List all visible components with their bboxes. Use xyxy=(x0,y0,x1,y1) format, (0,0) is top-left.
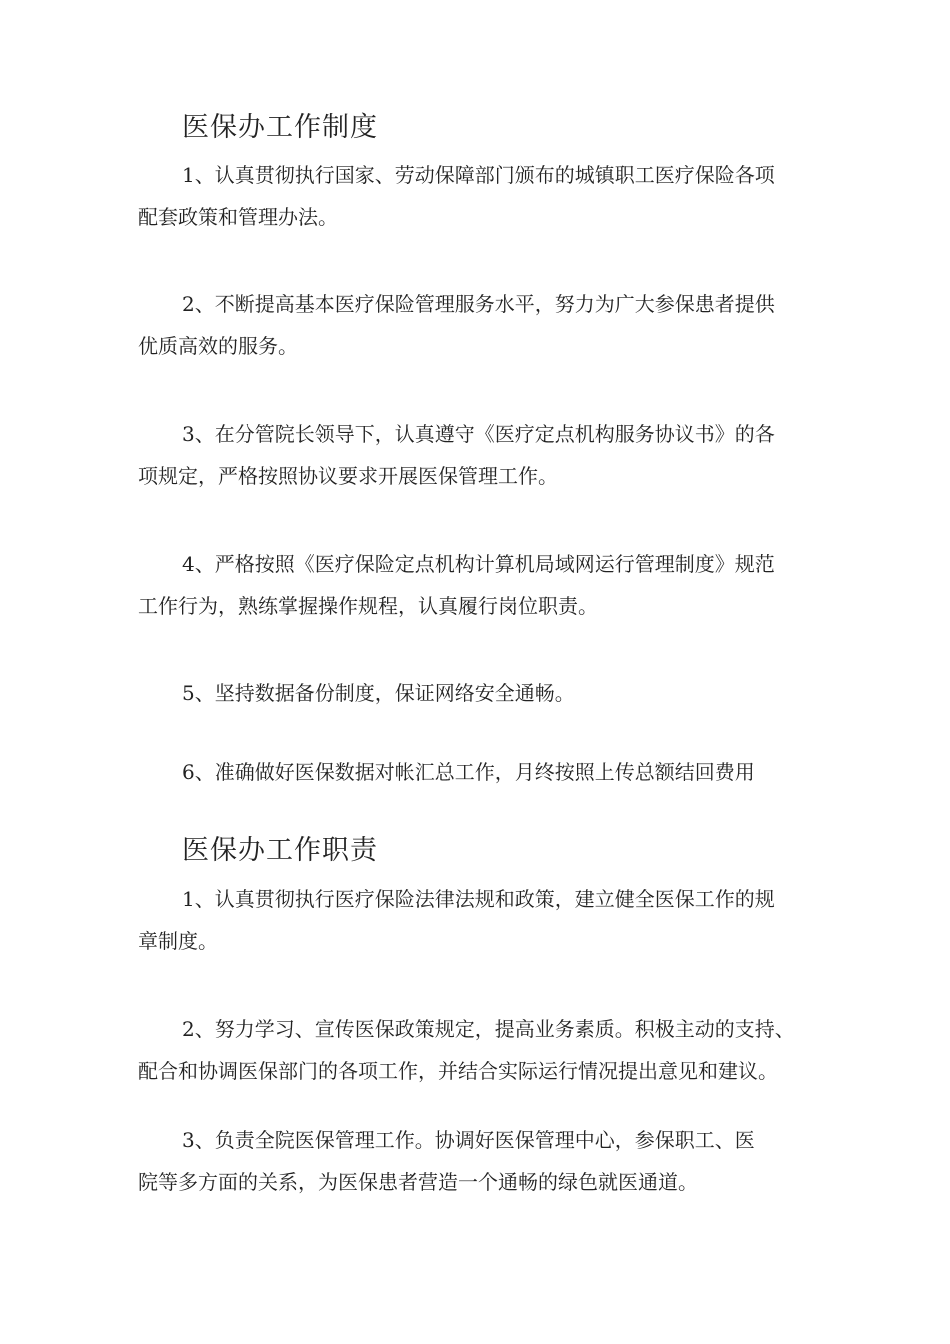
regulation-item-4 xyxy=(138,543,838,627)
duty-item-2 xyxy=(138,1008,838,1092)
regulation-item-1 xyxy=(138,154,838,238)
regulation-item-2-line-1: 2、不断提高基本医疗保险管理服务水平，努力为广大参保患者提供 xyxy=(182,292,775,316)
duty-item-2-line-1: 2、努力学习、宣传医保政策规定，提高业务素质。积极主动的支持、 xyxy=(182,1017,795,1041)
duty-item-1-line-1: 1、认真贯彻执行医疗保险法律法规和政策，建立健全医保工作的规 xyxy=(182,887,775,911)
duty-item-1 xyxy=(138,878,838,962)
regulation-item-3 xyxy=(138,413,838,497)
duty-item-3-line-1: 3、负责全院医保管理工作。协调好医保管理中心，参保职工、医 xyxy=(182,1128,755,1152)
section-title-regulations: 医保办工作制度 xyxy=(182,112,378,143)
regulation-item-1-line-1: 1、认真贯彻执行国家、劳动保障部门颁布的城镇职工医疗保险各项 xyxy=(182,163,775,187)
regulation-item-2 xyxy=(138,283,838,367)
regulation-item-3-line-2: 项规定，严格按照协议要求开展医保管理工作。 xyxy=(138,464,558,488)
duty-item-1-line-2: 章制度。 xyxy=(138,929,218,953)
duty-item-3 xyxy=(138,1119,838,1203)
regulation-item-6 xyxy=(138,751,838,793)
regulation-item-3-line-1: 3、在分管院长领导下，认真遵守《医疗定点机构服务协议书》的各 xyxy=(182,422,775,446)
regulation-item-5-line-1: 5、坚持数据备份制度，保证网络安全通畅。 xyxy=(182,681,575,705)
regulation-item-4-line-1: 4、严格按照《医疗保险定点机构计算机局域网运行管理制度》规范 xyxy=(182,552,775,576)
duty-item-2-line-2: 配合和协调医保部门的各项工作，并结合实际运行情况提出意见和建议。 xyxy=(138,1059,778,1083)
regulation-item-5 xyxy=(138,672,838,714)
regulation-item-1-line-2: 配套政策和管理办法。 xyxy=(138,205,338,229)
regulation-item-6-line-1: 6、准确做好医保数据对帐汇总工作，月终按照上传总额结回费用 xyxy=(182,760,755,784)
regulation-item-4-line-2: 工作行为，熟练掌握操作规程，认真履行岗位职责。 xyxy=(138,594,598,618)
duty-item-3-line-2: 院等多方面的关系，为医保患者营造一个通畅的绿色就医通道。 xyxy=(138,1170,698,1194)
regulation-item-2-line-2: 优质高效的服务。 xyxy=(138,334,298,358)
section-title-duties: 医保办工作职责 xyxy=(182,835,378,866)
